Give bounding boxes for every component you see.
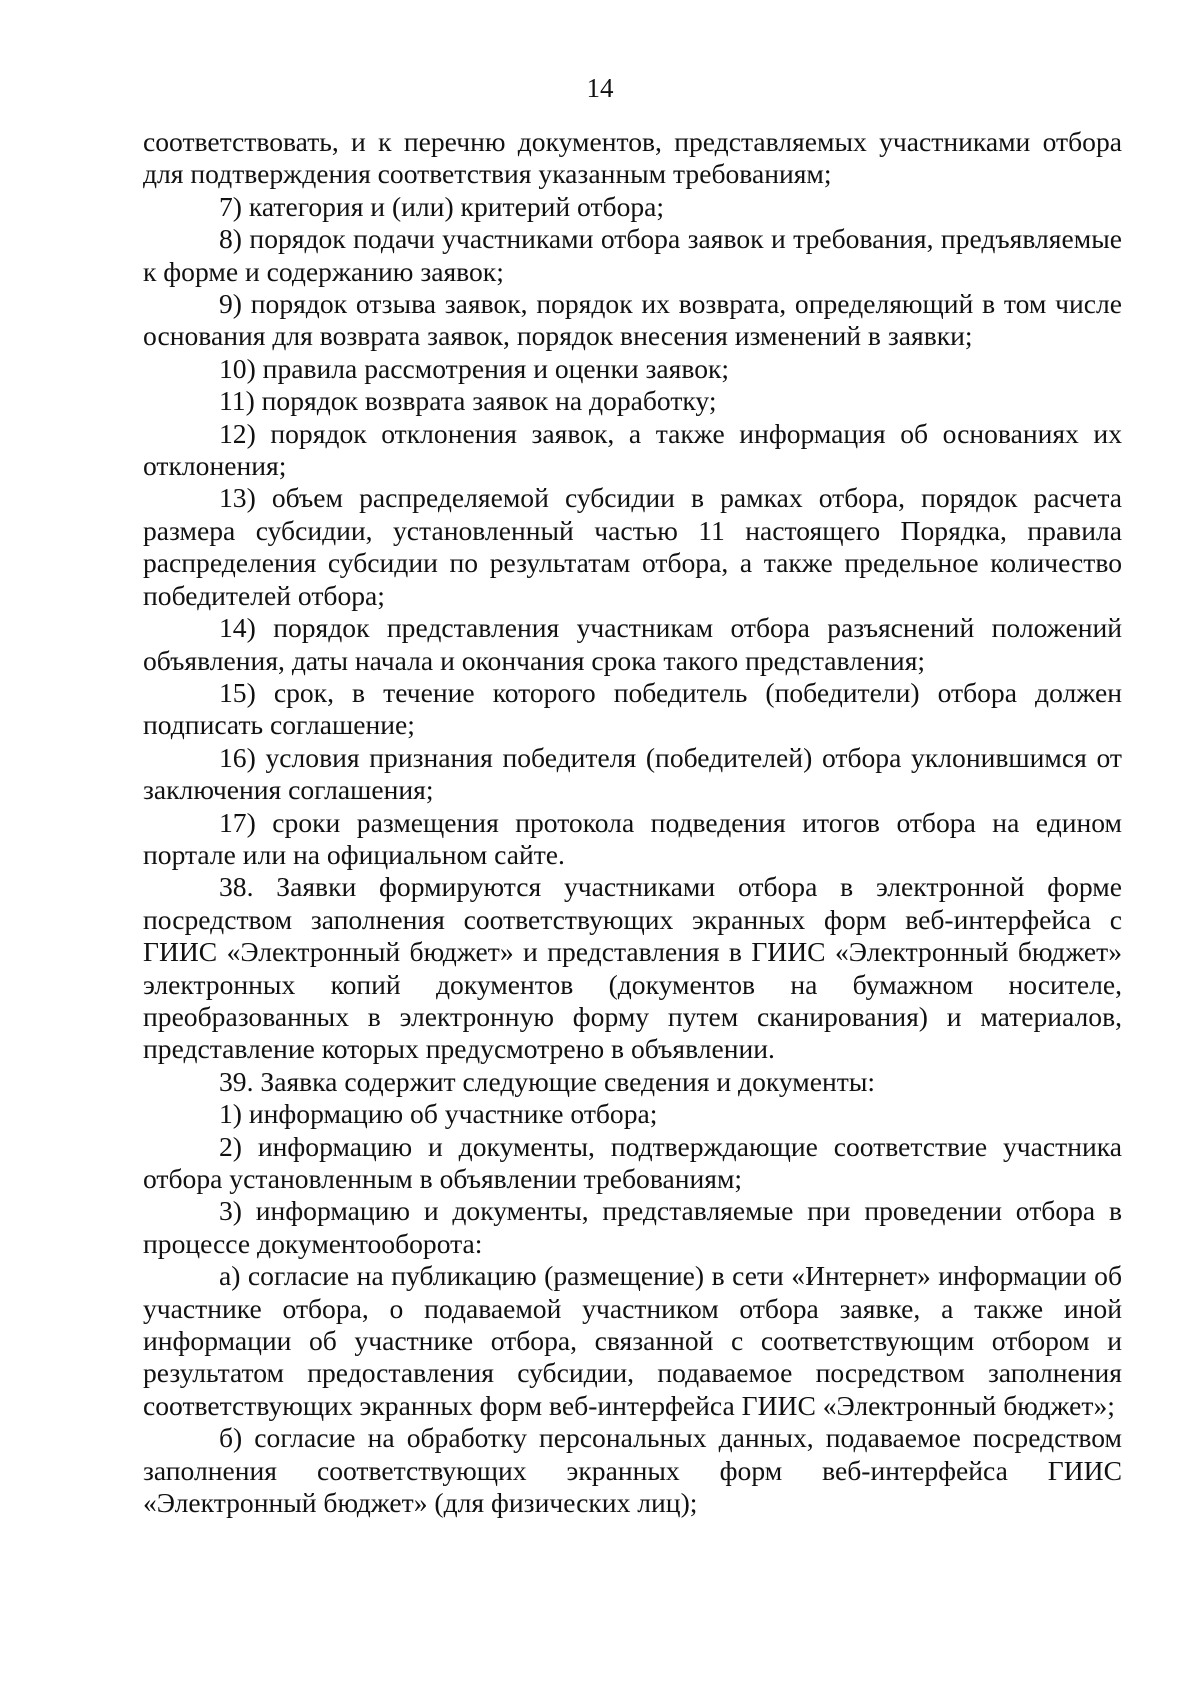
paragraph: 13) объем распределяемой субсидии в рамках отбора, порядок расчета размера субсидии, установленный частью 11 настоящего Порядка, правила распределения субсидии по результатам отбора, а также предельное количество победителей отбора;: [143, 482, 1122, 611]
paragraph: а) согласие на публикацию (размещение) в сети «Интернет» информации об участнике отбора, о подаваемой участником отбора заявке, а также иной информации об участнике отбора, связанной с соответствующим отбором и результатом предоставления субсидии, подаваемое посредством заполнения соответствующих экранных форм веб-интерфейса ГИИС «Электронный бюджет»;: [143, 1260, 1122, 1421]
paragraph: 10) правила рассмотрения и оценки заявок;: [219, 352, 730, 384]
paragraph: 39. Заявка содержит следующие сведения и документы:: [219, 1065, 876, 1097]
paragraph: 2) информацию и документы, подтверждающие соответствие участника отбора установленным в объявлении требованиям;: [143, 1130, 1122, 1194]
paragraph: 17) сроки размещения протокола подведения итогов отбора на едином портале или на официальном сайте.: [143, 806, 1122, 870]
paragraph: 1) информацию об участнике отбора;: [219, 1098, 658, 1130]
paragraph: 11) порядок возврата заявок на доработку;: [219, 385, 717, 417]
paragraph: 38. Заявки формируются участниками отбора в электронной форме посредством заполнения соответствующих экранных форм веб-интерфейса с ГИИС «Электронный бюджет» и представления в ГИИС «Электронный бюджет» электронных копий документов (документов на бумажном носителе, преобразованных в электронную форму путем сканирования) и материалов, представление которых предусмотрено в объявлении.: [143, 871, 1122, 1065]
paragraph: 16) условия признания победителя (победителей) отбора уклонившимся от заключения соглашения;: [143, 741, 1122, 806]
paragraph: 14) порядок представления участникам отбора разъяснений положений объявления, даты начала и окончания срока такого представления;: [143, 612, 1122, 676]
paragraph: 8) порядок подачи участниками отбора заявок и требования, предъявляемые к форме и содержанию заявок;: [143, 223, 1122, 287]
paragraph: 7) категория и (или) критерий отбора;: [219, 190, 665, 222]
paragraph: 9) порядок отзыва заявок, порядок их возврата, определяющий в том числе основания для возврата заявок, порядок внесения изменений в заявки;: [143, 288, 1122, 352]
paragraph: 15) срок, в течение которого победитель (победители) отбора должен подписать соглашение;: [143, 676, 1122, 741]
document-body: [143, 126, 1122, 1519]
paragraph: б) согласие на обработку персональных данных, подаваемое посредством заполнения соответствующих экранных форм веб-интерфейса ГИИС «Электронный бюджет» (для физических лиц);: [143, 1422, 1122, 1519]
paragraph: соответствовать, и к перечню документов, представляемых участниками отбора для подтверждения соответствия указанным требованиям;: [143, 126, 1122, 190]
page-number: 14: [586, 73, 614, 103]
paragraph: 12) порядок отклонения заявок, а также информация об основаниях их отклонения;: [143, 417, 1122, 482]
paragraph: 3) информацию и документы, представляемые при проведении отбора в процессе документооборота:: [143, 1195, 1122, 1259]
